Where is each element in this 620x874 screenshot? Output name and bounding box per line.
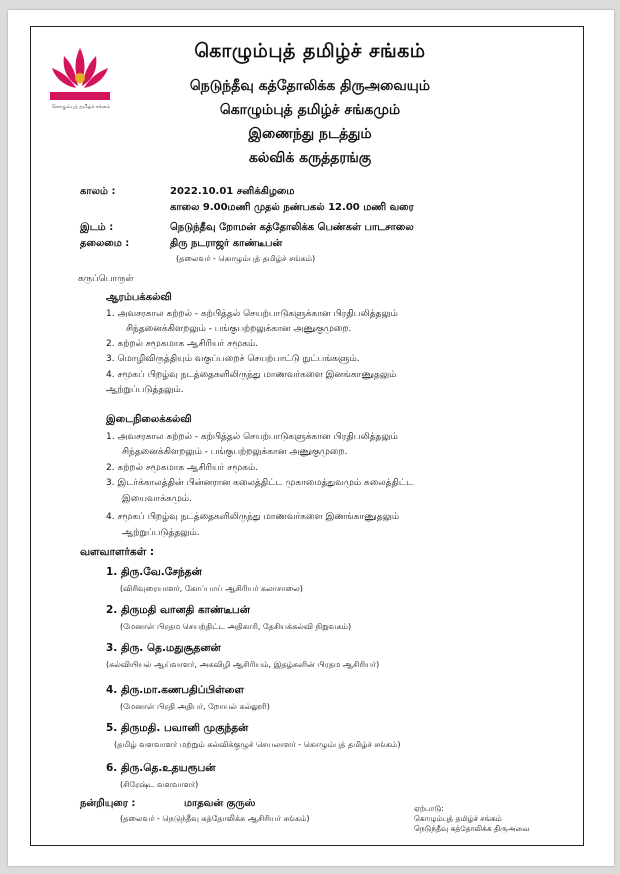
resource-name-6: 6. திரு.தெ.உதயரூபன் (106, 762, 216, 774)
event-hours: காலை 9.00மணி முதல் நண்பகல் 12.00 மணி வரை (170, 202, 414, 213)
primary-item-3: 3. மொழிவிருத்தியும் வகுப்பறைச் செயற்பாட்டு நுட்பங்களும். (106, 354, 360, 364)
resource-name-4: 4. திரு.மா.கணபதிப்பிள்ளை (106, 684, 244, 696)
chair-name: திரு நடராஜர் காண்டீபன் (170, 238, 283, 249)
subtitle-line-1: நெடுந்தீவு கத்தோலிக்க திருஅவையும் (189, 78, 431, 94)
secondary-item-3-cont: இயைவாக்கமும். (122, 494, 192, 504)
resource-role-4: (மேனாள் பிரதி அதிபர், றோயல் கல்லூரி) (120, 702, 270, 711)
topics-label: கருப்பொருள் (78, 274, 134, 284)
resource-role-6: (சிரேஷ்ட வளவாளர்) (120, 780, 199, 789)
secondary-item-4-cont: ஆற்றுப்படுத்தலும். (122, 528, 200, 538)
secondary-item-2: 2. கற்றல் சமூகமாக ஆசிரியர் சமூகம். (106, 463, 259, 473)
resource-name-1: 1. திரு.வே.சேந்தன் (106, 566, 202, 578)
primary-item-1-cont: சிந்தனைக்கிளறலும் - பங்குபற்றலுக்கான அணுகுமுறை. (126, 324, 352, 334)
resource-role-2: (மேனாள் பிரதம செயற்திட்ட அதிகாரி, தேசியக்கல்வி நிறுவகம்) (120, 622, 352, 631)
secondary-heading: இடைநிலைக்கல்வி (106, 414, 192, 425)
primary-item-2: 2. கற்றல் சமூகமாக ஆசிரியர் சமூகம். (106, 339, 259, 349)
thanks-role: (தலைவர் - நெடுந்தீவு கத்தோலிக்க ஆசிரியர் சங்கம்) (120, 814, 310, 823)
resource-role-3: (கல்வியியல் ஆய்வாளர், அகவிழி ஆசிரியம், இதழ்களின் பிரதம ஆசிரியர்) (106, 660, 380, 669)
resource-name-5: 5. திருமதி. பவானி முகுந்தன் (106, 722, 249, 734)
resource-name-3: 3. திரு. தெ.மதுசூதனன் (106, 642, 221, 654)
chair-label: தலைமை : (80, 238, 130, 249)
event-venue: நெடுந்தீவு றோமன் கத்தோலிக்க பெண்கள் பாடசாலை (170, 222, 414, 233)
secondary-item-4: 4. சமூகப் பிறழ்வு நடத்தைகளிலிருந்து மாணவர்களை இணங்காணுதலும் (106, 512, 400, 522)
thanks-name: மாதவன் குருஸ் (184, 798, 256, 809)
primary-item-4: 4. சமூகப் பிறழ்வு நடத்தைகளிலிருந்து மாணவர்களை இனங்காணுதலும் (106, 370, 397, 380)
logo-caption: கொழும்புத் தமிழ்ச் சங்கம் (51, 104, 111, 110)
secondary-item-3: 3. இடர்க்காலத்தின் பின்னரான கலைத்திட்ட முகாமைத்துவமும் கலைத்திட்ட (106, 478, 414, 488)
event-date: 2022.10.01 சனிக்கிழமை (170, 186, 295, 197)
resource-role-1: (விரிவுரையாளர், கோப்பாய் ஆசிரியர் கலாசாலை) (120, 584, 303, 593)
page-title: கொழும்புத் தமிழ்ச் சங்கம் (194, 40, 426, 62)
subtitle-line-2: கொழும்புத் தமிழ்ச் சங்கமும் (219, 102, 401, 118)
resource-role-5: (தமிழ் வளவாளர் மற்றும் கல்விக்குழுச் செயலாளர் - கொழும்புத் தமிழ்ச் சங்கம்) (114, 740, 401, 749)
primary-heading: ஆரம்பக்கல்வி (106, 292, 172, 303)
primary-item-1: 1. அவசரகால கற்றல் - கற்பித்தல் செயற்பாடுகளுக்கான பிரதிபலித்தலும் (106, 309, 398, 319)
resource-persons-label: வளவாளர்கள் : (80, 546, 155, 558)
venue-label: இடம் : (80, 222, 114, 233)
thanks-label: நன்றியுரை : (80, 798, 136, 809)
chair-role: (தலைவர் - கொழும்புத் தமிழ்ச் சங்கம்) (176, 254, 316, 263)
subtitle-line-3: இணைந்து நடத்தும் (248, 126, 372, 142)
time-label: காலம் : (80, 186, 116, 197)
organiser-line-2: நெடுந்தீவு கத்தோலிக்க திருஅவை (414, 824, 530, 833)
organisers-label: ஏற்பாடு: (414, 804, 444, 813)
secondary-item-1: 1. அவசரகால கற்றல் - கற்பித்தல் செயற்பாடுகளுக்கான பிரதிபலித்தலும் (106, 432, 398, 442)
resource-name-2: 2. திருமதி வானதி காண்டீபன் (106, 604, 250, 616)
subtitle-line-4: கல்விக் கருத்தரங்கு (248, 150, 372, 166)
primary-item-4-cont: ஆற்றுப்படுத்தலும். (106, 385, 184, 395)
organiser-line-1: கொழும்புத் தமிழ்ச் சங்கம் (414, 814, 502, 823)
secondary-item-1-cont: சிந்தனைக்கிளறலும் - பங்குபற்றலுக்கான அணுகுமுறை. (122, 447, 348, 457)
